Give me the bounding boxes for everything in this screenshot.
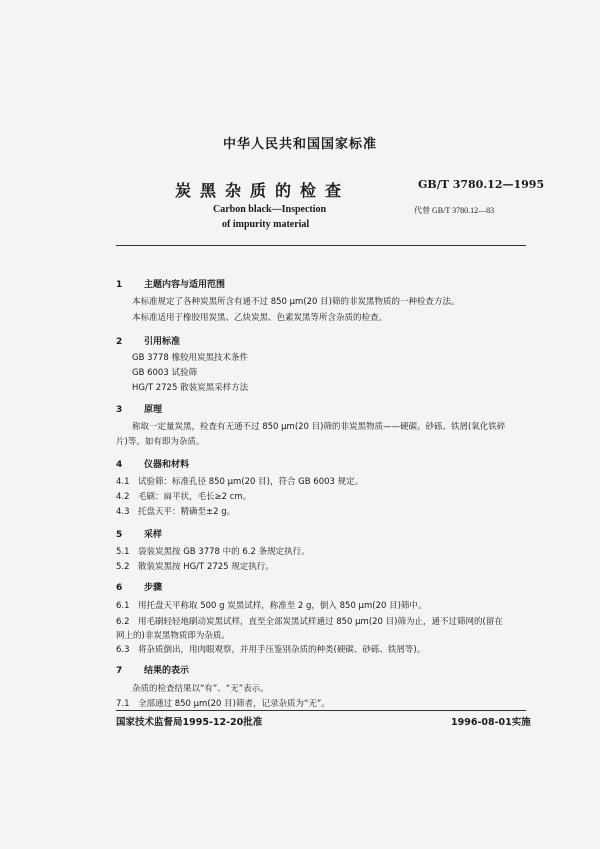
section-1-para-1: 本标准规定了各种炭黑所含有通不过 850 μm(20 目)筛的非炭黑物质的一种检查方法。 <box>132 297 460 307</box>
clause-6-2: 6.2 用毛刷轻轻地刷动炭黑试样，直至全部炭黑试样通过 850 μm(20 目)筛为止，通不过筛网的(留在 <box>116 617 503 627</box>
section-7-para: 杂质的检查结果以“有”、“无”表示。 <box>132 684 269 694</box>
english-title-line1: Carbon black—Inspection <box>213 204 327 215</box>
section-7-heading: 7 结果的表示 <box>116 666 190 676</box>
clause-6-3: 6.3 将杂质倒出，用肉眼观察，并用手压鉴别杂质的种类(硬碳、砂砾、铁屑等)。 <box>116 645 426 655</box>
bottom-divider <box>116 710 526 711</box>
clause-6-1: 6.1 用托盘天平称取 500 g 炭黑试样，称准至 2 g，倒入 850 μm(20 目)筛中。 <box>116 601 427 611</box>
replaces-standard: 代替 GB/T 3780.12—83 <box>414 206 495 215</box>
section-2-heading: 2 引用标准 <box>116 337 181 347</box>
approval-date: 国家技术监督局1995-12-20批准 <box>116 717 263 728</box>
reference-gb6003: GB 6003 试验筛 <box>132 368 197 378</box>
section-1-para-2: 本标准适用于橡胶用炭黑、乙炔炭黑、色素炭黑等所含杂质的检查。 <box>132 313 388 323</box>
clause-4-3: 4.3 托盘天平：精确至±2 g。 <box>116 507 236 517</box>
section-3-line-1: 称取一定量炭黑，检查有无通不过 850 μm(20 目)筛的非炭黑物质——硬碳、砂砾、铁屑(氧化铁碎 <box>132 422 506 432</box>
section-5-heading: 5 采样 <box>116 530 163 540</box>
clause-7-1: 7.1 全部通过 850 μm(20 目)筛者，记录杂质为“无”。 <box>116 699 330 709</box>
english-title-line2: of impurity material <box>222 219 310 230</box>
section-6-heading: 6 步骤 <box>116 583 163 593</box>
implementation-date: 1996-08-01实施 <box>451 717 531 728</box>
clause-6-2-continued: 网上的)非炭黑物质即为杂质。 <box>116 631 230 641</box>
clause-5-1: 5.1 袋装炭黑按 GB 3778 中的 6.2 条规定执行。 <box>116 547 310 557</box>
reference-gb3778: GB 3778 橡胶用炭黑技术条件 <box>132 353 248 363</box>
section-3-line-2: 片)等。如有即为杂质。 <box>116 437 205 447</box>
document-title: 炭黑杂质的检查 <box>175 181 351 200</box>
national-standard-header: 中华人民共和国国家标准 <box>222 137 377 152</box>
clause-4-2: 4.2 毛刷：扁平状，毛长≥2 cm。 <box>116 492 252 502</box>
reference-hgt2725: HG/T 2725 散装炭黑采样方法 <box>132 383 249 393</box>
top-divider <box>116 245 526 246</box>
clause-5-2: 5.2 散装炭黑按 HG/T 2725 规定执行。 <box>116 562 274 572</box>
section-1-heading: 1 主题内容与适用范围 <box>116 280 226 290</box>
standard-number: GB/T 3780.12—1995 <box>418 178 545 191</box>
section-4-heading: 4 仪器和材料 <box>116 460 190 470</box>
section-3-heading: 3 原理 <box>116 405 163 415</box>
clause-4-1: 4.1 试验筛：标准孔径 850 μm(20 目)，符合 GB 6003 规定。 <box>116 477 364 487</box>
